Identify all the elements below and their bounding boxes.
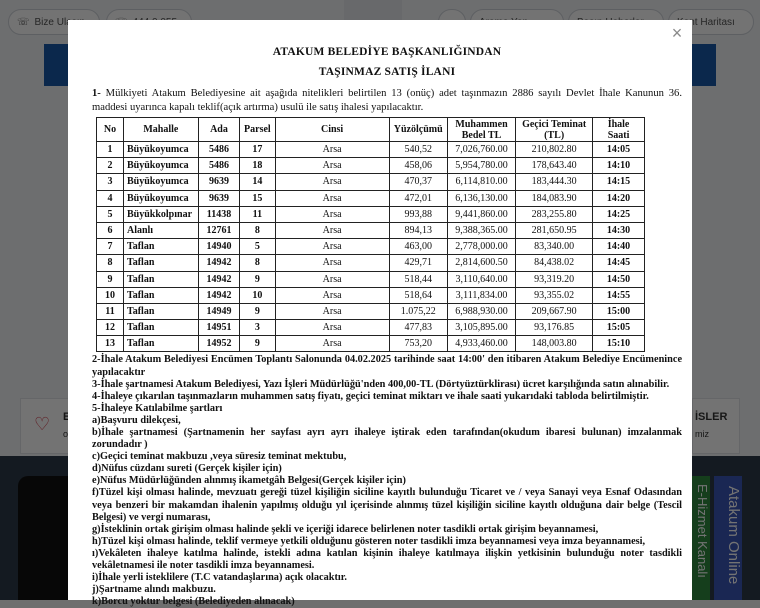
cell-cinsi: Arsa: [275, 287, 389, 303]
paragraph-3: 3-İhale şartnamesi Atakum Belediyesi, Yazı İşleri Müdürlüğü'nden 400,00-TL (Dörtyüztürklirası) ücret karşılığında satın alınabilir.: [92, 378, 670, 390]
cell-mahalle: Büyükkolpınar: [123, 206, 198, 222]
cell-teminat: 178,643.40: [516, 158, 593, 174]
document-title-line2: TAŞINMAZ SATIŞ İLANI: [318, 66, 456, 78]
announcement-modal: [68, 20, 692, 608]
cell-saat: 14:15: [593, 174, 645, 190]
cell-muhammen: 4,933,460.00: [447, 336, 515, 352]
cell-teminat: 93,176.85: [516, 320, 593, 336]
table-row: [97, 336, 645, 352]
cell-no: 9: [97, 271, 124, 287]
cell-mahalle: Taflan: [123, 255, 198, 271]
header-mahalle: Mahalle: [123, 118, 198, 142]
cell-yuzolcumu: 470,37: [389, 174, 447, 190]
cell-muhammen: 6,114,810.00: [447, 174, 515, 190]
conditions-section: [92, 354, 682, 608]
cell-ada: 14940: [198, 239, 240, 255]
cell-no: 12: [97, 320, 124, 336]
auction-date: 04.02.2025: [344, 354, 392, 366]
cell-teminat: 281,650.95: [516, 222, 593, 238]
requirement-item: e)Nüfus Müdürlüğünden alınmış ikametgâh Belgesi(Gerçek kişiler için): [92, 475, 406, 487]
header-no: No: [97, 118, 124, 142]
table-row: [97, 255, 645, 271]
cell-parsel: 14: [240, 174, 275, 190]
cell-muhammen: 3,110,640.00: [447, 271, 515, 287]
cell-cinsi: Arsa: [275, 190, 389, 206]
header-saat: İhale Saati: [593, 118, 645, 142]
cell-no: 11: [97, 303, 124, 319]
cell-cinsi: Arsa: [275, 336, 389, 352]
cell-no: 5: [97, 206, 124, 222]
cell-cinsi: Arsa: [275, 158, 389, 174]
cell-no: 3: [97, 174, 124, 190]
cell-ada: 14942: [198, 255, 240, 271]
header-teminat: Geçici Teminat (TL): [516, 118, 593, 142]
cell-parsel: 18: [240, 158, 275, 174]
paragraph-4: 4-İhaleye çıkarılan taşınmazların muhammen satış fiyatı, geçici teminat miktarı ve ihale saati yukarıdaki tabloda belirtilmiştir.: [92, 390, 649, 402]
cell-yuzolcumu: 458,06: [389, 158, 447, 174]
cell-no: 7: [97, 239, 124, 255]
intro-text: Mülkiyeti Atakum Belediyesine ait aşağıda nitelikleri belirtilen 13 (onüç) adet taşınmazın 2886 sayılı Devlet İhale Kanunun 36. maddesi uyarınca kapalı teklif(açık artırma) usulü ile satış ihalesi yapılacaktır.: [92, 88, 682, 113]
cell-ada: 11438: [198, 206, 240, 222]
para2-part-b: tarihinde saat: [391, 354, 459, 366]
cell-saat: 15:10: [593, 336, 645, 352]
cell-ada: 9639: [198, 174, 240, 190]
table-row: [97, 142, 645, 158]
cell-parsel: 8: [240, 222, 275, 238]
cell-yuzolcumu: 894,13: [389, 222, 447, 238]
cell-teminat: 83,340.00: [516, 239, 593, 255]
cell-muhammen: 2,814,600.50: [447, 255, 515, 271]
requirement-item: i)İhale yerli isteklilere (T.C vatandaşlarına) açık olacaktır.: [92, 572, 347, 584]
cell-ada: 14951: [198, 320, 240, 336]
cell-saat: 14:55: [593, 287, 645, 303]
cell-mahalle: Taflan: [123, 287, 198, 303]
cell-saat: 14:40: [593, 239, 645, 255]
cell-no: 8: [97, 255, 124, 271]
cell-muhammen: 7,026,760.00: [447, 142, 515, 158]
cell-no: 1: [97, 142, 124, 158]
cell-teminat: 93,355.02: [516, 287, 593, 303]
requirement-item: a)Başvuru dilekçesi,: [92, 414, 181, 426]
para2-part-c: den itibaren Atakum Belediye Encümenince yapılacaktır: [92, 354, 683, 378]
cell-parsel: 15: [240, 190, 275, 206]
table-row: [97, 320, 645, 336]
cell-ada: 14942: [198, 287, 240, 303]
requirement-item: k)Borcu yoktur belgesi (Belediyeden alınacak): [92, 596, 295, 608]
cell-yuzolcumu: 463,00: [389, 239, 447, 255]
cell-yuzolcumu: 993,88: [389, 206, 447, 222]
document-title-line1: ATAKUM BELEDİYE BAŞKANLIĞINDAN: [272, 46, 502, 58]
cell-muhammen: 3,111,834.00: [447, 287, 515, 303]
requirement-item: g)İsteklinin ortak girişim olması halinde şekli ve içeriği idarece belirlenen noter tasdikli ortak girişim beyannamesi,: [92, 523, 599, 535]
requirement-item: ı)Vekâleten ihaleye katılma halinde, istekli adına katılan kişinin ihaleye katılmaya ilişkin yetkisinin bulunduğu noter tasdikli vekâletnamesi ile noter tasdikli imza beyannamesi.: [92, 547, 682, 572]
intro-number: 1-: [92, 88, 101, 99]
cell-ada: 9639: [198, 190, 240, 206]
cell-ada: 5486: [198, 142, 240, 158]
announcement-document: [92, 46, 682, 608]
cell-parsel: 9: [240, 336, 275, 352]
cell-cinsi: Arsa: [275, 255, 389, 271]
cell-yuzolcumu: 1.075,22: [389, 303, 447, 319]
cell-no: 10: [97, 287, 124, 303]
cell-teminat: 184,083.90: [516, 190, 593, 206]
cell-saat: 14:45: [593, 255, 645, 271]
cell-cinsi: Arsa: [275, 239, 389, 255]
cell-mahalle: Taflan: [123, 320, 198, 336]
cell-no: 4: [97, 190, 124, 206]
auction-time: 14:00': [458, 354, 485, 366]
table-row: [97, 303, 645, 319]
cell-saat: 14:20: [593, 190, 645, 206]
cell-cinsi: Arsa: [275, 142, 389, 158]
header-muhammen: Muhammen Bedel TL: [447, 118, 515, 142]
close-icon[interactable]: ×: [671, 23, 683, 43]
requirement-item: c)Geçici teminat makbuzu ,veya süresiz teminat mektubu,: [92, 451, 347, 463]
cell-mahalle: Taflan: [123, 336, 198, 352]
cell-cinsi: Arsa: [275, 222, 389, 238]
cell-muhammen: 6,136,130.00: [447, 190, 515, 206]
cell-muhammen: 2,778,000.00: [447, 239, 515, 255]
cell-cinsi: Arsa: [275, 206, 389, 222]
cell-ada: 12761: [198, 222, 240, 238]
cell-mahalle: Alanlı: [123, 222, 198, 238]
table-row: [97, 222, 645, 238]
cell-no: 2: [97, 158, 124, 174]
cell-teminat: 209,667.90: [516, 303, 593, 319]
cell-ada: 14942: [198, 271, 240, 287]
table-row: [97, 174, 645, 190]
cell-teminat: 148,003.80: [516, 336, 593, 352]
cell-mahalle: Taflan: [123, 239, 198, 255]
cell-mahalle: Büyükoyumca: [123, 158, 198, 174]
cell-parsel: 17: [240, 142, 275, 158]
header-yuzolcumu: Yüzölçümü: [389, 118, 447, 142]
cell-yuzolcumu: 477,83: [389, 320, 447, 336]
cell-saat: 14:50: [593, 271, 645, 287]
para2-part-a: 2-İhale Atakum Belediyesi Encümen Toplantı Salonunda: [92, 354, 345, 366]
cell-cinsi: Arsa: [275, 271, 389, 287]
cell-saat: 15:00: [593, 303, 645, 319]
cell-mahalle: Taflan: [123, 303, 198, 319]
cell-parsel: 9: [240, 303, 275, 319]
cell-teminat: 283,255.80: [516, 206, 593, 222]
cell-mahalle: Büyükoyumca: [123, 174, 198, 190]
header-cinsi: Cinsi: [275, 118, 389, 142]
cell-yuzolcumu: 472,01: [389, 190, 447, 206]
cell-ada: 14952: [198, 336, 240, 352]
auction-table: [96, 117, 645, 352]
cell-saat: 14:05: [593, 142, 645, 158]
cell-saat: 15:05: [593, 320, 645, 336]
cell-muhammen: 9,441,860.00: [447, 206, 515, 222]
cell-teminat: 84,438.02: [516, 255, 593, 271]
cell-yuzolcumu: 753,20: [389, 336, 447, 352]
table-row: [97, 271, 645, 287]
cell-no: 6: [97, 222, 124, 238]
cell-muhammen: 9,388,365.00: [447, 222, 515, 238]
cell-mahalle: Taflan: [123, 271, 198, 287]
cell-parsel: 5: [240, 239, 275, 255]
table-row: [97, 206, 645, 222]
requirement-item: b)İhale şartnamesi (Şartnamenin her sayfası ayrı ayrı ihaleye iştirak eden tarafından(okudum ibaresi bulunan) imzalanmak zorundadır ): [92, 427, 682, 451]
cell-mahalle: Büyükoyumca: [123, 190, 198, 206]
cell-saat: 14:25: [593, 206, 645, 222]
table-header-row: [97, 118, 645, 142]
cell-parsel: 3: [240, 320, 275, 336]
cell-cinsi: Arsa: [275, 303, 389, 319]
requirement-item: d)Nüfus cüzdanı sureti (Gerçek kişiler için): [92, 463, 282, 475]
cell-yuzolcumu: 518,44: [389, 271, 447, 287]
requirement-item: j)Şartname alındı makbuzu.: [92, 584, 216, 596]
cell-saat: 14:30: [593, 222, 645, 238]
cell-ada: 14949: [198, 303, 240, 319]
cell-parsel: 10: [240, 287, 275, 303]
cell-muhammen: 5,954,780.00: [447, 158, 515, 174]
cell-mahalle: Büyükoyumca: [123, 142, 198, 158]
intro-paragraph: [92, 87, 682, 115]
cell-yuzolcumu: 429,71: [389, 255, 447, 271]
header-parsel: Parsel: [240, 118, 275, 142]
cell-yuzolcumu: 518,64: [389, 287, 447, 303]
cell-ada: 5486: [198, 158, 240, 174]
cell-parsel: 9: [240, 271, 275, 287]
table-row: [97, 239, 645, 255]
paragraph-2: [92, 354, 682, 378]
table-row: [97, 287, 645, 303]
cell-parsel: 8: [240, 255, 275, 271]
cell-no: 13: [97, 336, 124, 352]
requirement-item: f)Tüzel kişi olması halinde, mevzuatı gereği tüzel kişiliğin siciline kayıtlı bulunduğu Ticaret ve / veya Sanayi veya Esnaf Odasından veya benzeri bir makamdan ihalenin yapılmış olduğu yıl içerisinde alınmış tüzel kişiliğin siciline kayıtlı olduğuna dair belge (Tescil Belgesi) ve vergi numarası,: [92, 487, 682, 523]
cell-yuzolcumu: 540,52: [389, 142, 447, 158]
cell-muhammen: 3,105,895.00: [447, 320, 515, 336]
requirements-list: [92, 415, 682, 608]
cell-parsel: 11: [240, 206, 275, 222]
cell-teminat: 183,444.30: [516, 174, 593, 190]
cell-muhammen: 6,988,930.00: [447, 303, 515, 319]
header-ada: Ada: [198, 118, 240, 142]
cell-cinsi: Arsa: [275, 320, 389, 336]
table-row: [97, 190, 645, 206]
requirement-item: h)Tüzel kişi olması halinde, teklif vermeye yetkili olduğunu gösteren noter tasdikli imza beyannamesi veya imza beyannamesi,: [92, 535, 646, 547]
paragraph-5: 5-İhaleye Katılabilme şartları: [92, 402, 223, 414]
cell-cinsi: Arsa: [275, 174, 389, 190]
cell-teminat: 210,802.80: [516, 142, 593, 158]
cell-teminat: 93,319.20: [516, 271, 593, 287]
table-row: [97, 158, 645, 174]
cell-saat: 14:10: [593, 158, 645, 174]
